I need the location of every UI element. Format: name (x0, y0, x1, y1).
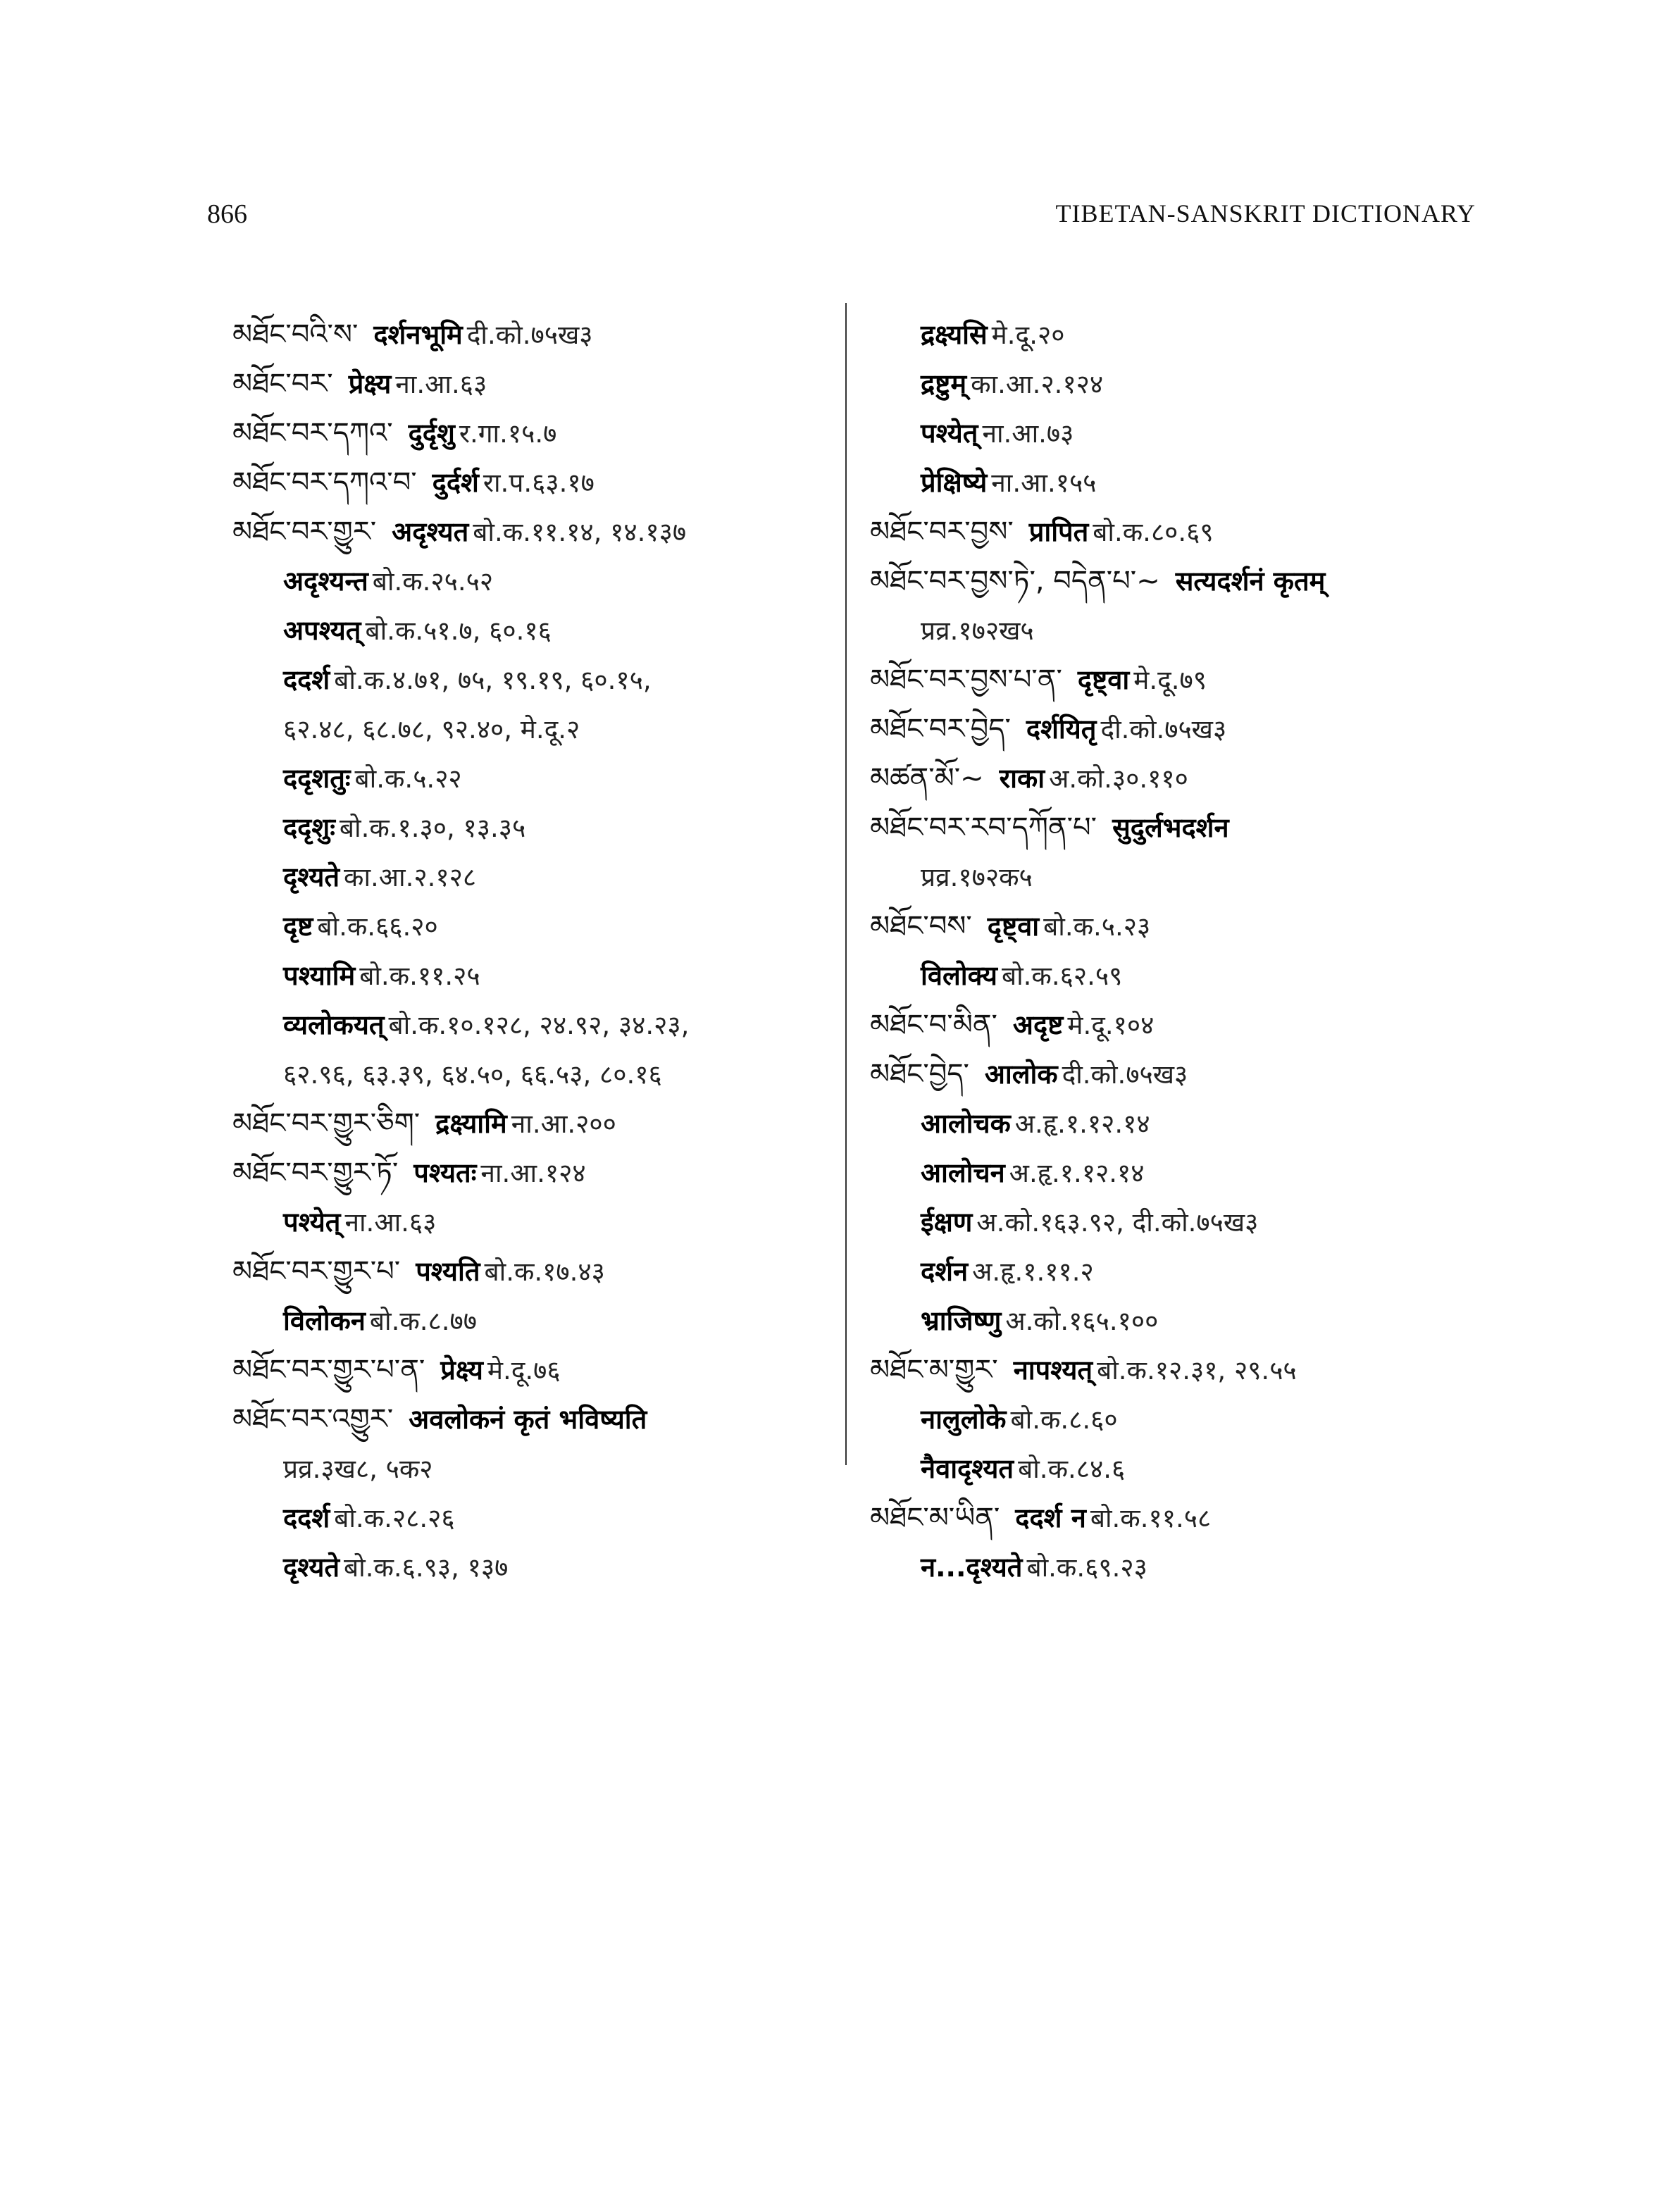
sanskrit-equivalent: सुदुर्लभदर्शन (1112, 812, 1229, 843)
tibetan-headword: མཐོང་བར་བྱས་ཏེ་, བདེན་པ་~ (870, 565, 1160, 597)
source-reference: ६२.९६, ६३.३९, ६४.५०, ६६.५३, ८०.१६ (283, 1059, 662, 1090)
source-reference: बो.क.५.२३ (1043, 911, 1151, 942)
sanskrit-equivalent: ददर्श न (1015, 1502, 1086, 1533)
tibetan-headword: མཐོང་མ་ཡིན་ (870, 1502, 1000, 1534)
source-reference: दी.को.७५ख३ (1100, 714, 1227, 745)
dictionary-entry (870, 655, 1504, 704)
dictionary-entry (232, 507, 866, 556)
source-reference: अ.हृ.१.११.२ (972, 1257, 1094, 1287)
dictionary-entry (232, 409, 866, 458)
tibetan-headword: མཐོང་བར་དཀའ་བ་ (232, 466, 417, 499)
tibetan-headword: མཚན་མོ་~ (870, 762, 984, 795)
dictionary-entry (870, 1247, 1504, 1296)
dictionary-entry (870, 1050, 1504, 1099)
sanskrit-equivalent: नालुलोके (921, 1404, 1007, 1435)
source-reference: बो.क.५१.७, ६०.१६ (365, 616, 552, 646)
source-reference: अ.को.१६५.१०० (1005, 1306, 1159, 1336)
source-reference: बो.क.४.७१, ७५, १९.१९, ६०.१५, (334, 665, 652, 695)
sanskrit-equivalent: ददर्श (283, 664, 330, 695)
source-reference: प्रव्र.३ख८, ५क२ (283, 1454, 433, 1484)
tibetan-headword: མཐོང་བ་མིན་ (870, 1009, 997, 1041)
dictionary-entry (232, 1444, 866, 1493)
dictionary-entry (870, 1296, 1504, 1345)
sanskrit-equivalent: प्रेक्ष्य (348, 368, 392, 399)
dictionary-entry (232, 1148, 866, 1197)
left-column (232, 310, 866, 1592)
source-reference: मे.दू.७९ (1133, 665, 1207, 695)
sanskrit-equivalent: व्यलोकयत् (283, 1009, 385, 1040)
sanskrit-equivalent: दर्शन (921, 1256, 969, 1287)
dictionary-entry (870, 507, 1504, 556)
sanskrit-equivalent: पश्यति (416, 1256, 480, 1287)
dictionary-entry (870, 1395, 1504, 1444)
dictionary-entry (870, 1543, 1504, 1592)
page-header (0, 199, 1680, 248)
sanskrit-equivalent: प्रापित (1028, 516, 1089, 547)
source-reference: का.आ.२.१२८ (344, 862, 477, 892)
source-reference: का.आ.२.१२४ (971, 369, 1104, 399)
source-reference: दी.को.७५ख३ (1062, 1059, 1188, 1090)
sanskrit-equivalent: आलोक (984, 1059, 1058, 1090)
source-reference: ६२.४८, ६८.७८, ९२.४०, मे.दू.२ (283, 714, 580, 745)
source-reference: बो.क.८०.६९ (1093, 517, 1214, 547)
dictionary-entry (232, 1296, 866, 1345)
sanskrit-equivalent: अदृश्यन्त (283, 566, 368, 597)
dictionary-entry (870, 1148, 1504, 1197)
sanskrit-equivalent: पश्येत् (921, 418, 978, 449)
source-reference: बो.क.११.१४, १४.१३७ (473, 517, 687, 547)
dictionary-entry (870, 1345, 1504, 1395)
sanskrit-equivalent: नैवादृश्यत (921, 1453, 1014, 1484)
dictionary-entry (870, 458, 1504, 507)
source-reference: बो.क.८४.६ (1018, 1454, 1126, 1484)
dictionary-entry (870, 754, 1504, 803)
source-reference: बो.क.१.३०, १३.३५ (339, 813, 526, 843)
sanskrit-equivalent: ददर्श (283, 1502, 330, 1533)
sanskrit-equivalent: अवलोकनं कृतं भविष्यति (409, 1404, 647, 1435)
page-number: 866 (207, 199, 247, 229)
source-reference: ना.आ.१५५ (991, 468, 1097, 498)
tibetan-headword: མཐོང་བས་ (870, 910, 972, 942)
dictionary-entry (232, 803, 866, 852)
source-reference: बो.क.८.६० (1010, 1405, 1118, 1435)
running-title: TIBETAN-SANSKRIT DICTIONARY (1055, 199, 1476, 228)
dictionary-entry (232, 1493, 866, 1543)
dictionary-entry (870, 556, 1504, 606)
tibetan-headword: མཐོང་བར་རབ་དཀོན་པ་ (870, 811, 1097, 844)
tibetan-headword: མཐོང་བར་གྱུར་ཏོ་ (232, 1157, 399, 1189)
source-reference: बो.क.१२.३१, २९.५५ (1097, 1355, 1297, 1386)
tibetan-headword: མཐོང་བར་གྱུར་ཅིག་ (232, 1107, 421, 1140)
sanskrit-equivalent: दुर्दृशु (408, 418, 455, 449)
source-reference: अ.हृ.१.१२.१४ (1009, 1158, 1145, 1188)
tibetan-headword: མཐོང་བར་བྱས་པ་ན་ (870, 664, 1062, 696)
tibetan-headword: མཐོང་བར་བྱེད་ (870, 713, 1011, 745)
sanskrit-equivalent: अदृश्यत (392, 516, 469, 547)
dictionary-entry (232, 655, 866, 704)
source-reference: अ.को.१६३.९२, दी.को.७५ख३ (976, 1207, 1259, 1238)
source-reference: ना.आ.२०० (511, 1109, 616, 1139)
tibetan-headword: མཐོང་བར་དཀའ་ (232, 417, 393, 449)
dictionary-entry (232, 1099, 866, 1148)
dictionary-entry (870, 1099, 1504, 1148)
sanskrit-equivalent: दृष्ट्वा (987, 911, 1040, 942)
source-reference: बो.क.६२.५९ (1001, 961, 1123, 991)
dictionary-entry (232, 1543, 866, 1592)
source-reference: ना.आ.६३ (344, 1207, 437, 1238)
dictionary-entry (232, 1197, 866, 1247)
dictionary-entry (232, 606, 866, 655)
sanskrit-equivalent: दृश्यते (283, 1552, 340, 1583)
dictionary-entry (232, 458, 866, 507)
sanskrit-equivalent: राका (999, 763, 1045, 794)
dictionary-entry (232, 1395, 866, 1444)
sanskrit-equivalent: द्रक्ष्यसि (921, 319, 988, 350)
source-reference: मे.दू.७६ (487, 1355, 561, 1386)
source-reference: ना.आ.१२४ (480, 1158, 586, 1188)
tibetan-headword: མཐོང་བར་གྱུར་ (232, 516, 377, 548)
dictionary-entry (870, 606, 1504, 655)
dictionary-entry (870, 704, 1504, 754)
dictionary-entry (870, 1444, 1504, 1493)
source-reference: बो.क.२५.५२ (372, 566, 494, 597)
source-reference: प्रव्र.१७२क५ (921, 862, 1033, 892)
dictionary-entry (870, 852, 1504, 902)
dictionary-entry (232, 1247, 866, 1296)
source-reference: रा.प.६३.१७ (483, 468, 595, 498)
sanskrit-equivalent: सत्यदर्शनं कृतम् (1175, 566, 1326, 597)
dictionary-entry (232, 754, 866, 803)
sanskrit-equivalent: ददृशतुः (283, 763, 351, 794)
sanskrit-equivalent: द्रष्टुम् (921, 368, 967, 399)
sanskrit-equivalent: ईक्षण (921, 1207, 973, 1238)
dictionary-entry (232, 1050, 866, 1099)
dictionary-entry (232, 902, 866, 951)
source-reference: अ.हृ.१.१२.१४ (1014, 1109, 1150, 1139)
source-reference: बो.क.५.२२ (354, 764, 462, 794)
sanskrit-equivalent: द्रक्ष्यामि (435, 1108, 507, 1139)
dictionary-entry (232, 556, 866, 606)
source-reference: प्रव्र.१७२ख५ (921, 616, 1034, 646)
sanskrit-equivalent: विलोकन (283, 1305, 366, 1336)
source-reference: र.गा.१५.७ (459, 418, 557, 449)
tibetan-headword: མཐོང་བར་འགྱུར་ (232, 1403, 394, 1436)
dictionary-entry (232, 359, 866, 409)
source-reference: बो.क.६९.२३ (1026, 1552, 1147, 1583)
sanskrit-equivalent: दुर्दर्श (432, 467, 479, 498)
tibetan-headword: མཐོང་བར་བྱས་ (870, 516, 1014, 548)
source-reference: बो.क.२८.२६ (334, 1503, 455, 1533)
source-reference: बो.क.१७.४३ (484, 1257, 605, 1287)
dictionary-entry (870, 803, 1504, 852)
dictionary-entry (232, 704, 866, 754)
sanskrit-equivalent: दृश्यते (283, 861, 340, 892)
sanskrit-equivalent: प्रेक्ष्य (440, 1355, 483, 1386)
source-reference: अ.को.३०.११० (1049, 764, 1188, 794)
sanskrit-equivalent: दृष्ट्वा (1077, 664, 1130, 695)
right-column (870, 310, 1504, 1592)
sanskrit-equivalent: विलोक्य (921, 960, 997, 991)
sanskrit-equivalent: नापश्यत् (1013, 1355, 1093, 1386)
dictionary-entry (870, 409, 1504, 458)
dictionary-entry (232, 1000, 866, 1050)
sanskrit-equivalent: पश्यतः (413, 1157, 477, 1188)
dictionary-entry (870, 359, 1504, 409)
tibetan-headword: མཐོང་བའི་ས་ (232, 318, 359, 351)
source-reference: ना.आ.७३ (982, 418, 1074, 449)
source-reference: बो.क.८.७७ (369, 1306, 477, 1336)
dictionary-entry (232, 1345, 866, 1395)
source-reference: बो.क.६.९३, १३७ (344, 1552, 509, 1583)
source-reference: मे.दू.२० (991, 320, 1065, 350)
tibetan-headword: མཐོང་བར་གྱུར་པ་ན་ (232, 1354, 425, 1386)
sanskrit-equivalent: अपश्यत् (283, 615, 361, 646)
dictionary-entry (870, 1197, 1504, 1247)
tibetan-headword: མཐོང་མ་གྱུར་ (870, 1354, 998, 1386)
source-reference: बो.क.१०.१२८, २४.९२, ३४.२३, (388, 1010, 690, 1040)
tibetan-headword: མཐོང་བར་གྱུར་པ་ (232, 1255, 401, 1288)
source-reference: बो.क.११.५८ (1090, 1503, 1212, 1533)
source-reference: दी.को.७५ख३ (466, 320, 593, 350)
dictionary-entry (232, 852, 866, 902)
dictionary-entry (232, 951, 866, 1000)
sanskrit-equivalent: प्रेक्षिष्ये (921, 467, 988, 498)
sanskrit-equivalent: भ्राजिष्णु (921, 1305, 1002, 1336)
dictionary-entry (870, 951, 1504, 1000)
source-reference: ना.आ.६३ (395, 369, 487, 399)
tibetan-headword: མཐོང་བྱེད་ (870, 1058, 969, 1090)
column-divider (845, 303, 847, 1465)
sanskrit-equivalent: दृष्ट (283, 911, 313, 942)
dictionary-entry (870, 1493, 1504, 1543)
sanskrit-equivalent: न...दृश्यते (921, 1552, 1023, 1583)
sanskrit-equivalent: पश्येत् (283, 1207, 341, 1238)
sanskrit-equivalent: आलोचन (921, 1157, 1005, 1188)
dictionary-entry (232, 310, 866, 359)
sanskrit-equivalent: पश्यामि (283, 960, 356, 991)
sanskrit-equivalent: दर्शयितृ (1026, 714, 1097, 745)
tibetan-headword: མཐོང་བར་ (232, 368, 333, 400)
sanskrit-equivalent: ददृशुः (283, 812, 335, 843)
dictionary-entry (870, 902, 1504, 951)
sanskrit-equivalent: आलोचक (921, 1108, 1011, 1139)
dictionary-entry (870, 310, 1504, 359)
dictionary-entry (870, 1000, 1504, 1050)
source-reference: बो.क.६६.२० (317, 911, 438, 942)
source-reference: बो.क.११.२५ (359, 961, 480, 991)
sanskrit-equivalent: दर्शनभूमि (373, 319, 463, 350)
sanskrit-equivalent: अदृष्ट (1012, 1009, 1064, 1040)
source-reference: मे.दू.१०४ (1067, 1010, 1155, 1040)
